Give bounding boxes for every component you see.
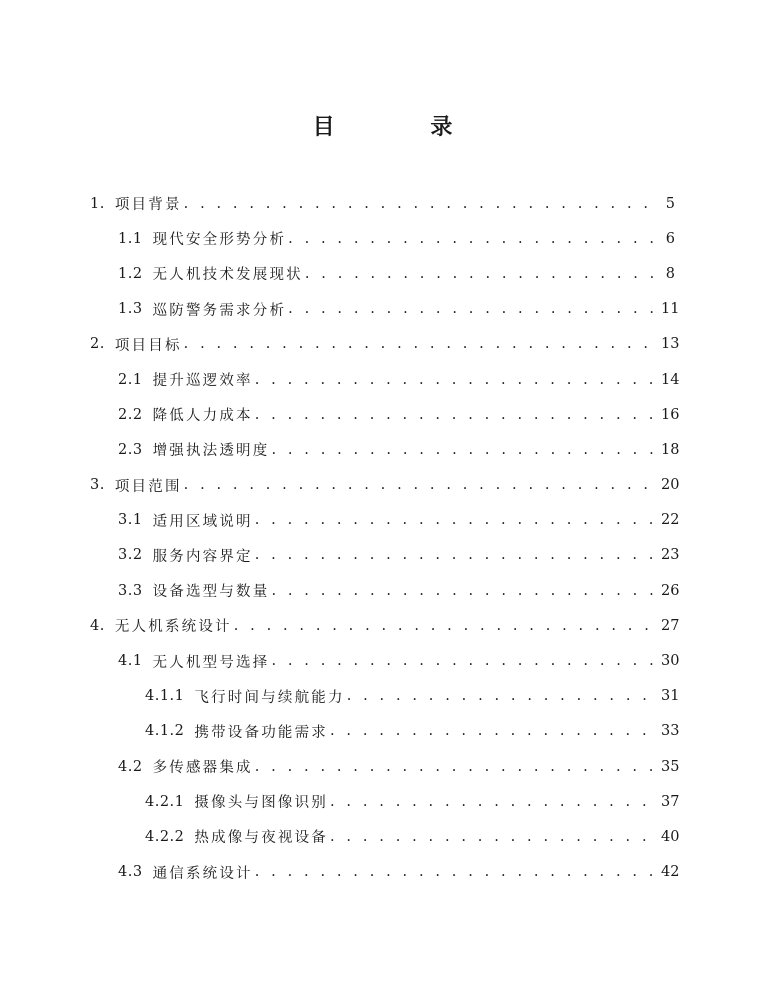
toc-entry[interactable] bbox=[0, 749, 765, 784]
toc-dot-leader bbox=[271, 442, 655, 458]
toc-entry-title: 无人机系统设计 bbox=[114, 619, 232, 636]
toc-entry-title: 无人机技术发展现状 bbox=[152, 267, 303, 284]
toc-entry-page-number: 31 bbox=[661, 688, 680, 705]
toc-entry-page-number: 30 bbox=[661, 653, 680, 670]
toc-entry-page-number: 22 bbox=[661, 512, 680, 529]
toc-dot-leader bbox=[184, 477, 655, 493]
toc-entry-page-number: 20 bbox=[661, 477, 680, 494]
toc-entry[interactable] bbox=[0, 608, 765, 643]
toc-entry-page-number: 13 bbox=[661, 336, 680, 353]
toc-dot-leader bbox=[330, 829, 655, 845]
toc-entry[interactable] bbox=[0, 432, 765, 467]
toc-entry[interactable] bbox=[0, 855, 765, 890]
toc-entry-title: 摄像头与图像识别 bbox=[194, 795, 329, 812]
toc-entry-page-number: 16 bbox=[661, 406, 680, 423]
toc-entry-number: 4.1.2 bbox=[145, 723, 185, 740]
toc-dot-leader bbox=[255, 547, 655, 563]
toc-dot-leader bbox=[184, 196, 655, 212]
toc-entry-title: 降低人力成本 bbox=[152, 408, 253, 425]
toc-entry-page-number: 37 bbox=[661, 793, 680, 810]
toc-dot-leader bbox=[271, 583, 655, 599]
toc-entry-title: 通信系统设计 bbox=[152, 865, 253, 882]
toc-entry-title: 设备选型与数量 bbox=[152, 584, 270, 601]
toc-dot-leader bbox=[305, 266, 655, 282]
toc-entry-title: 现代安全形势分析 bbox=[152, 232, 287, 249]
toc-entry-number: 3. bbox=[90, 477, 105, 494]
toc-entry-page-number: 18 bbox=[661, 441, 680, 458]
toc-dot-leader bbox=[234, 618, 655, 634]
toc-entry-number: 4.1 bbox=[118, 653, 143, 670]
toc-entry-page-number: 11 bbox=[661, 301, 680, 318]
toc-entry-page-number: 23 bbox=[661, 547, 680, 564]
toc-entry-number: 4.3 bbox=[118, 864, 143, 881]
toc-dot-leader bbox=[271, 653, 655, 669]
toc-dot-leader bbox=[255, 512, 655, 528]
toc-entry[interactable] bbox=[0, 819, 765, 854]
toc-entry-number: 1.3 bbox=[118, 301, 143, 318]
toc-entry-title: 项目范围 bbox=[114, 478, 182, 495]
toc-dot-leader bbox=[330, 794, 655, 810]
toc-entry-number: 4.2.1 bbox=[145, 793, 185, 810]
toc-dot-leader bbox=[255, 407, 655, 423]
toc-entry[interactable] bbox=[0, 643, 765, 678]
toc-entry-number: 1. bbox=[90, 195, 105, 212]
toc-entry-title: 巡防警务需求分析 bbox=[152, 302, 287, 319]
toc-entry-number: 3.2 bbox=[118, 547, 143, 564]
toc-entry[interactable] bbox=[0, 538, 765, 573]
toc-entry-number: 4.1.1 bbox=[145, 688, 185, 705]
toc-entry-title: 服务内容界定 bbox=[152, 548, 253, 565]
toc-list bbox=[0, 186, 765, 890]
toc-entry-page-number: 27 bbox=[661, 617, 680, 634]
toc-entry-number: 1.1 bbox=[118, 230, 143, 247]
toc-dot-leader bbox=[347, 688, 655, 704]
toc-entry-page-number: 26 bbox=[661, 582, 680, 599]
toc-entry-number: 2. bbox=[90, 336, 105, 353]
toc-entry-page-number: 14 bbox=[661, 371, 680, 388]
toc-dot-leader bbox=[255, 372, 655, 388]
toc-entry-title: 多传感器集成 bbox=[152, 760, 253, 777]
toc-entry-page-number: 40 bbox=[661, 828, 680, 845]
toc-entry-number: 4.2.2 bbox=[145, 828, 185, 845]
toc-entry-title: 增强执法透明度 bbox=[152, 443, 270, 460]
toc-entry-title: 项目背景 bbox=[114, 197, 182, 214]
toc-entry[interactable] bbox=[0, 327, 765, 362]
toc-entry-number: 4.2 bbox=[118, 758, 143, 775]
toc-entry[interactable] bbox=[0, 292, 765, 327]
toc-entry[interactable] bbox=[0, 503, 765, 538]
toc-entry-number: 2.1 bbox=[118, 371, 143, 388]
toc-entry-page-number: 5 bbox=[665, 195, 675, 212]
toc-entry-page-number: 42 bbox=[661, 864, 680, 881]
toc-entry[interactable] bbox=[0, 573, 765, 608]
toc-entry-title: 提升巡逻效率 bbox=[152, 373, 253, 390]
toc-entry-page-number: 8 bbox=[665, 265, 675, 282]
toc-entry-number: 4. bbox=[90, 617, 105, 634]
toc-entry[interactable] bbox=[0, 714, 765, 749]
toc-entry-number: 2.3 bbox=[118, 441, 143, 458]
toc-dot-leader bbox=[288, 301, 655, 317]
toc-entry-number: 2.2 bbox=[118, 406, 143, 423]
toc-entry[interactable] bbox=[0, 784, 765, 819]
toc-entry[interactable] bbox=[0, 679, 765, 714]
toc-entry-title: 携带设备功能需求 bbox=[194, 724, 329, 741]
toc-entry-page-number: 35 bbox=[661, 758, 680, 775]
toc-entry-page-number: 6 bbox=[665, 230, 675, 247]
toc-entry[interactable] bbox=[0, 186, 765, 221]
toc-entry-title: 项目目标 bbox=[114, 337, 182, 354]
toc-dot-leader bbox=[330, 723, 655, 739]
toc-entry[interactable] bbox=[0, 221, 765, 256]
toc-entry-number: 1.2 bbox=[118, 265, 143, 282]
toc-entry-title: 适用区域说明 bbox=[152, 513, 253, 530]
toc-entry-number: 3.3 bbox=[118, 582, 143, 599]
toc-entry-title: 飞行时间与续航能力 bbox=[194, 689, 345, 706]
toc-title: 目 录 bbox=[312, 115, 497, 140]
toc-entry-title: 热成像与夜视设备 bbox=[194, 830, 329, 847]
toc-entry-page-number: 33 bbox=[661, 723, 680, 740]
toc-entry[interactable] bbox=[0, 468, 765, 503]
toc-dot-leader bbox=[288, 231, 655, 247]
toc-dot-leader bbox=[184, 336, 655, 352]
toc-entry-title: 无人机型号选择 bbox=[152, 654, 270, 671]
toc-entry[interactable] bbox=[0, 397, 765, 432]
toc-dot-leader bbox=[255, 864, 655, 880]
toc-entry[interactable] bbox=[0, 256, 765, 291]
toc-entry[interactable] bbox=[0, 362, 765, 397]
toc-dot-leader bbox=[255, 759, 655, 775]
toc-entry-number: 3.1 bbox=[118, 512, 143, 529]
